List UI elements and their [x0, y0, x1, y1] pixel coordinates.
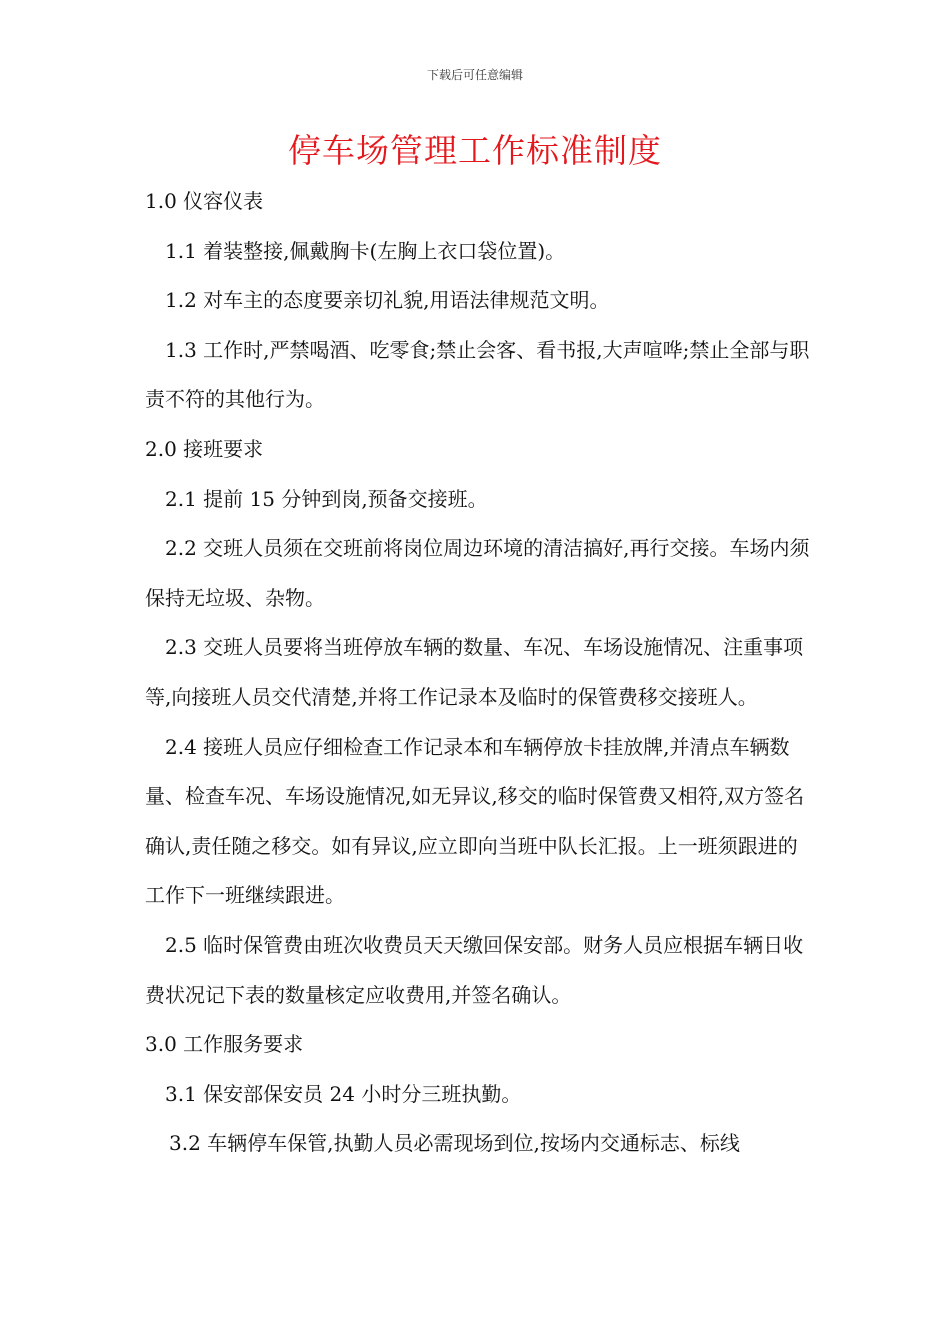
document-body: [145, 177, 813, 1169]
paragraph-2-2: 2.2 交班人员须在交班前将岗位周边环境的清洁搞好,再行交接。车场内须保持无垃圾、杂物。: [145, 536, 810, 610]
section-heading-3: 3.0 工作服务要求: [145, 1032, 304, 1057]
paragraph-1-1: 1.1 着装整接,佩戴胸卡(左胸上衣口袋位置)。: [165, 238, 566, 263]
paragraph-3-2: 3.2 车辆停车保管,执勤人员必需现场到位,按场内交通标志、标线: [169, 1131, 740, 1156]
paragraph-3-1: 3.1 保安部保安员 24 小时分三班执勤。: [165, 1081, 522, 1106]
paragraph-1-3: 1.3 工作时,严禁喝酒、吃零食;禁止会客、看书报,大声喧哗;禁止全部与职责不符的其他行为。: [145, 337, 810, 412]
document-title: 停车场管理工作标准制度: [288, 131, 662, 170]
section-heading-2: 2.0 接班要求: [145, 436, 264, 461]
paragraph-2-3: 2.3 交班人员要将当班停放车辆的数量、车况、车场设施情况、注重事项等,向接班人员交代清楚,并将工作记录本及临时的保管费移交接班人。: [145, 635, 804, 709]
paragraph-2-5: 2.5 临时保管费由班次收费员天天缴回保安部。财务人员应根据车辆日收费状况记下表的数量核定应收费用,并签名确认。: [145, 932, 804, 1007]
paragraph-1-2: 1.2 对车主的态度要亲切礼貌,用语法律规范文明。: [165, 288, 610, 313]
paragraph-2-4: 2.4 接班人员应仔细检查工作记录本和车辆停放卡挂放牌,并清点车辆数量、检查车况、车场设施情况,如无异议,移交的临时保管费又相符,双方签名确认,责任随之移交。如有异议,应立即向当班中队长汇报。上一班须跟进的工作下一班继续跟进。: [145, 734, 805, 908]
section-heading-1: 1.0 仪容仪表: [145, 189, 264, 213]
header-note: 下载后可任意编辑: [426, 68, 523, 82]
paragraph-2-1: 2.1 提前 15 分钟到岗,预备交接班。: [165, 486, 488, 511]
